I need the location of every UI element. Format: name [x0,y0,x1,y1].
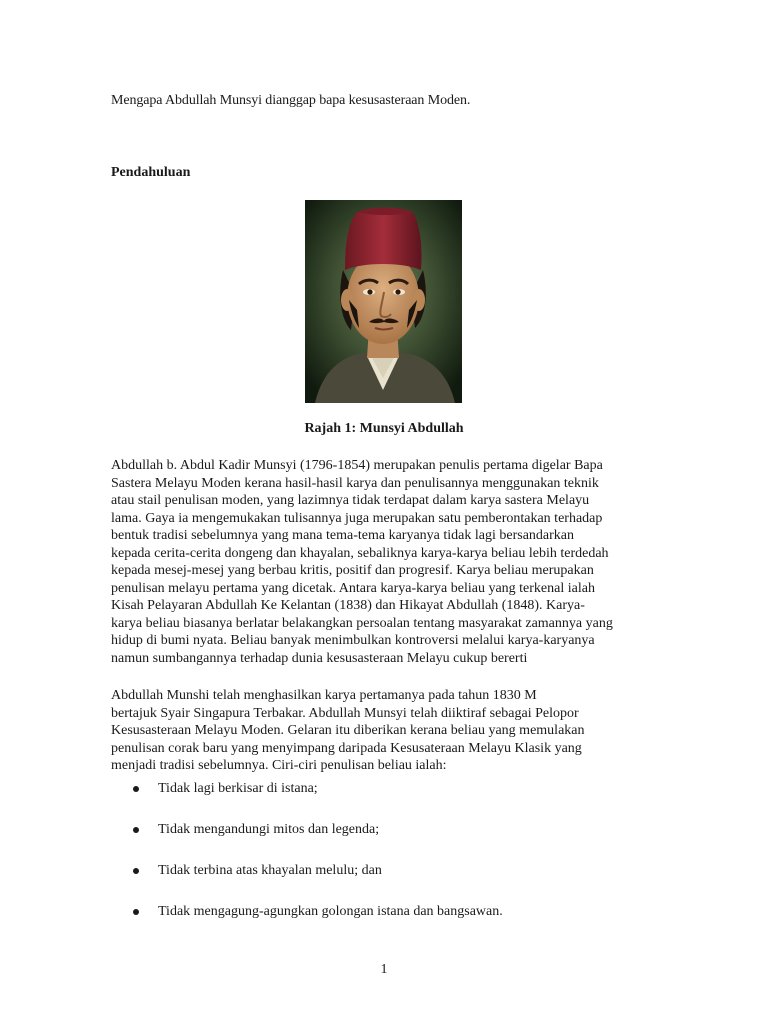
bullet-text: Tidak mengandungi mitos dan legenda; [158,822,380,837]
paragraph-line: Abdullah b. Abdul Kadir Munsyi (1796-1854) merupakan penulis pertama digelar Bapa [111,458,603,473]
page-number: 1 [380,962,388,977]
paragraph-line: kepada mesej-mesej yang berbau kritis, positif dan progresif. Karya beliau merupakan [111,563,594,578]
figure-caption: Rajah 1: Munsyi Abdullah [304,421,464,436]
paragraph-line: atau stail penulisan moden, yang lazimnya tidak terdapat dalam karya sastera Melayu [111,493,590,508]
paragraph-line: karya beliau biasanya berlatar belakangkan persoalan tentang masyarakat zamannya yang [111,615,613,631]
paragraph-line: Kesusasteraan Melayu Moden. Gelaran itu diberikan kerana beliau yang memulakan [111,723,585,738]
paragraph-line: bertajuk Syair Singapura Terbakar. Abdullah Munsyi telah diiktiraf sebagai Pelopor [111,705,579,721]
paragraph-line: menjadi tradisi sebelumnya. Ciri-ciri penulisan beliau ialah: [111,758,447,773]
bullet-text: Tidak lagi berkisar di istana; [158,781,318,796]
paragraph-line: bentuk tradisi sebelumnya yang mana tema-tema karyanya tidak lagi bersandarkan [111,528,574,543]
paragraph-2 [111,687,671,775]
paragraph-line: Kisah Pelayaran Abdullah Ke Kelantan (1838) dan Hikayat Abdullah (1848). Karya- [111,598,585,613]
paragraph-line: hidup di bumi nyata. Beliau banyak menimbulkan kontroversi melalui karya-karyanya [111,633,595,648]
section-heading: Pendahuluan [111,165,191,180]
bullet-text: Tidak terbina atas khayalan melulu; dan [158,863,382,878]
paragraph-line: namun sumbangannya terhadap dunia kesusasteraan Melayu cukup bererti [111,650,528,666]
document-title: Mengapa Abdullah Munsyi dianggap bapa kesusasteraan Moden. [111,93,471,108]
bullet-icon [133,868,139,874]
paragraph-line: Sastera Melayu Moden kerana hasil-hasil karya dan penulisannya menggunakan teknik [111,475,599,491]
portrait-image [305,200,462,403]
bullet-icon [133,827,139,833]
paragraph-1 [111,457,671,667]
paragraph-line: penulisan corak baru yang menyimpang daripada Kesusateraan Melayu Klasik yang [111,740,582,756]
bullet-icon [133,786,139,792]
paragraph-line: lama. Gaya ia mengemukakan tulisannya juga merupakan satu pemberontakan terhadap [111,510,603,526]
bullet-text: Tidak mengagung-agungkan golongan istana dan bangsawan. [158,904,503,919]
bullet-icon [133,909,139,915]
paragraph-line: kepada cerita-cerita dongeng dan khayalan, sebaliknya karya-karya beliau lebih terdedah [111,545,609,561]
paragraph-line: Abdullah Munshi telah menghasilkan karya pertamanya pada tahun 1830 M [111,688,537,703]
paragraph-line: penulisan melayu pertama yang dicetak. Antara karya-karya beliau yang terkenal ialah [111,580,595,596]
